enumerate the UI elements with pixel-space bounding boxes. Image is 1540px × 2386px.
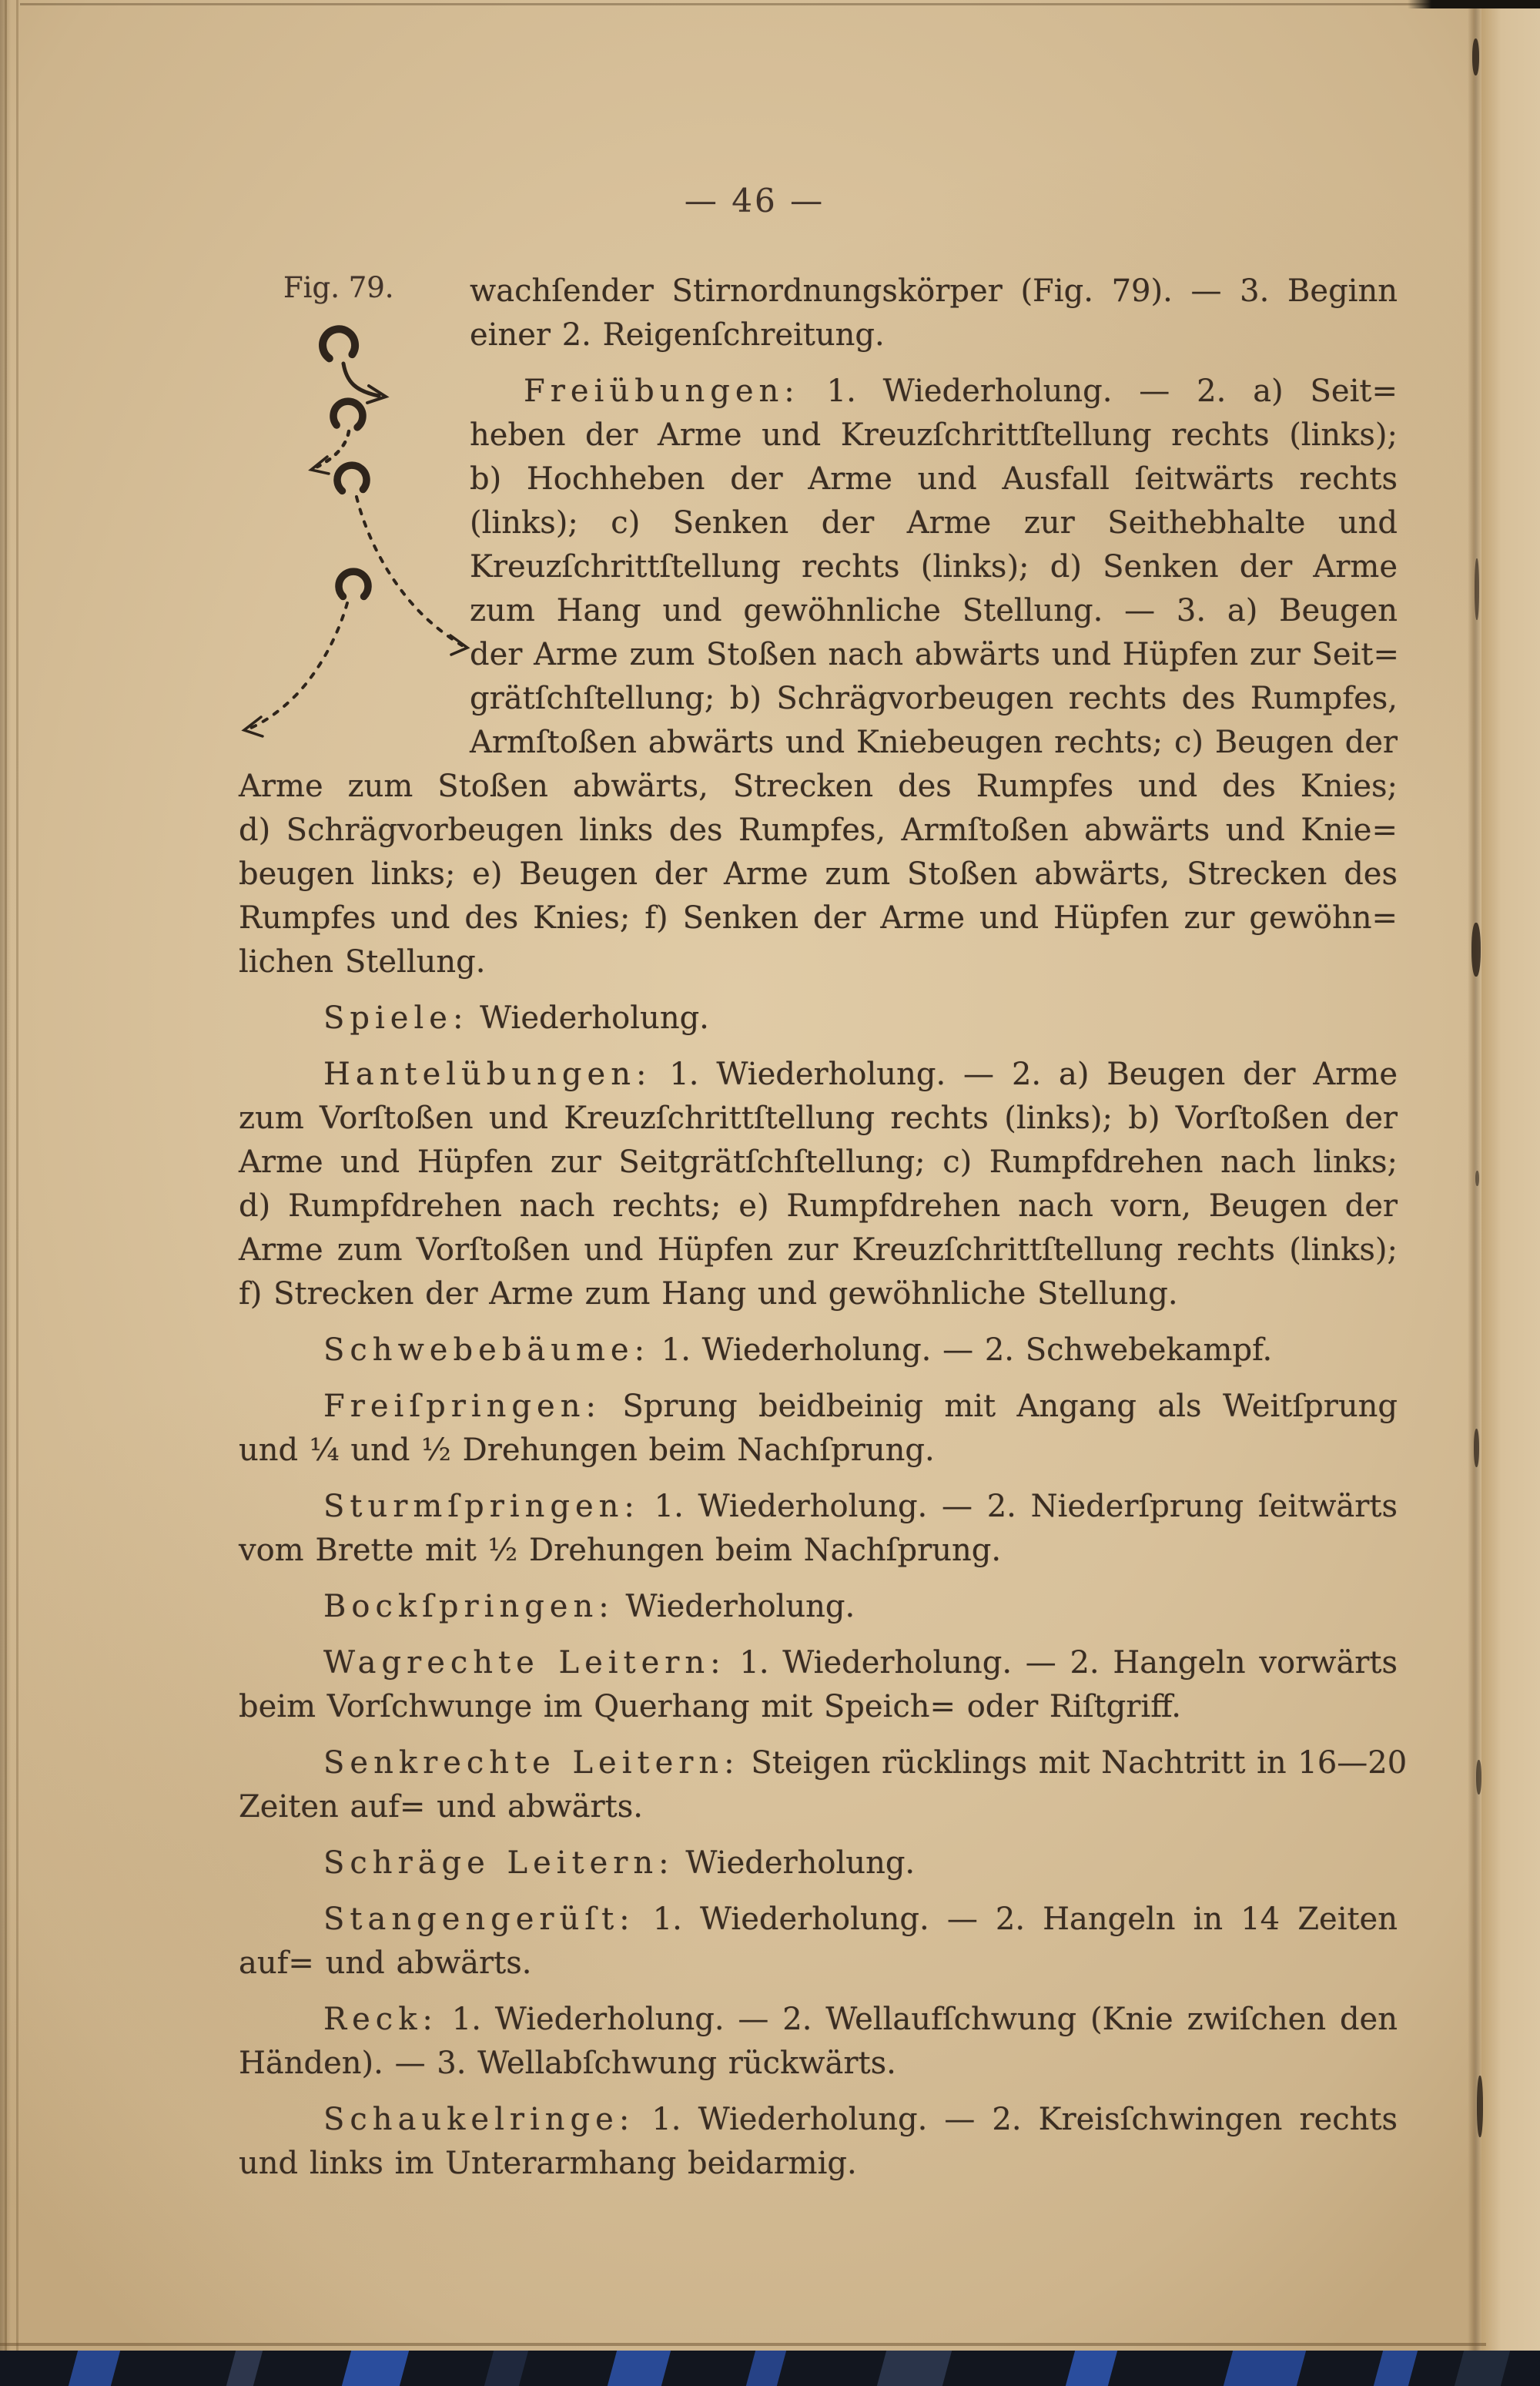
text-line: Zeiten auf= und abwärts. bbox=[239, 1789, 643, 1825]
marbling-streak bbox=[1455, 2351, 1510, 2386]
text-line: der Arme zum Stoßen nach abwärts und Hüpfen zur Seit= bbox=[470, 637, 1399, 672]
text-line: (links); c) Senken der Arme zur Seithebhalte und bbox=[470, 505, 1398, 541]
page-top-edge bbox=[20, 3, 1475, 5]
text-line: Hantelübungen: 1. Wiederholung. — 2. a) Beugen der Arme bbox=[323, 1057, 1398, 1092]
text-line: heben der Arme und Kreuzſchrittſtellung rechts (links); bbox=[470, 417, 1398, 453]
text-line: Arme zum Stoßen abwärts, Strecken des Rumpfes und des Knies; bbox=[239, 769, 1398, 804]
marbling-streak bbox=[1374, 2351, 1418, 2386]
paragraph-intro-continuation bbox=[239, 270, 1398, 357]
paragraph-stangengeruest bbox=[239, 1898, 1398, 1986]
main-text bbox=[239, 270, 1408, 2186]
marbling-streak bbox=[877, 2351, 952, 2386]
paragraph-hanteluebungen bbox=[239, 1053, 1398, 1316]
binding-mark bbox=[1475, 1171, 1479, 1186]
text-line: und ¼ und ½ Drehungen beim Nachſprung. bbox=[239, 1433, 935, 1468]
left-edge-shadow bbox=[0, 0, 11, 2386]
text-line: einer 2. Reigenſchreitung. bbox=[470, 317, 885, 353]
marbled-book-edge bbox=[0, 2351, 1540, 2386]
section-heading: Freiübungen: bbox=[524, 374, 800, 409]
text-line: Spiele: Wiederholung. bbox=[323, 1000, 709, 1036]
paragraph-freiuebungen bbox=[239, 370, 1398, 984]
text-line: beim Vorſchwunge im Querhang mit Speich= oder Riſtgriff. bbox=[239, 1689, 1181, 1724]
paragraph-freispringen bbox=[239, 1385, 1398, 1473]
section-heading: Schaukelringe: bbox=[323, 2102, 635, 2137]
text-line: d) Rumpfdrehen nach rechts; e) Rumpfdrehen nach vorn, Beugen der bbox=[239, 1188, 1398, 1224]
marbling-streak bbox=[608, 2351, 671, 2386]
section-heading: Wagrechte Leitern: bbox=[323, 1645, 726, 1681]
text-line: Arme zum Vorſtoßen und Hüpfen zur Kreuzſchrittſtellung rechts (links); bbox=[239, 1232, 1398, 1268]
text-line: Armſtoßen abwärts und Kniebeugen rechts; c) Beugen der bbox=[470, 725, 1398, 760]
text-line: d) Schrägvorbeugen links des Rumpfes, Armſtoßen abwärts und Knie= bbox=[239, 813, 1398, 848]
figure-label: Fig. 79. bbox=[283, 271, 394, 304]
marbling-streak bbox=[746, 2351, 786, 2386]
binding-mark bbox=[1475, 558, 1479, 620]
text-line: zum Vorſtoßen und Kreuzſchrittſtellung rechts (links); b) Vorſtoßen der bbox=[239, 1101, 1398, 1136]
section-heading: Bockſpringen: bbox=[323, 1589, 614, 1624]
binding-mark bbox=[1476, 1760, 1481, 1795]
section-heading: Schwebebäume: bbox=[323, 1332, 651, 1368]
text-line: b) Hochheben der Arme und Ausfall ſeitwärts rechts bbox=[470, 461, 1398, 497]
text-line: auf= und abwärts. bbox=[239, 1945, 532, 1981]
binding-crease bbox=[1468, 0, 1481, 2386]
marbling-streak bbox=[1224, 2351, 1306, 2386]
text-line: lichen Stellung. bbox=[239, 944, 486, 980]
text-line: Reck: 1. Wiederholung. — 2. Wellaufſchwung (Knie zwiſchen den bbox=[323, 2002, 1398, 2037]
section-heading: Senkrechte Leitern: bbox=[323, 1745, 740, 1781]
text-line: Rumpfes und des Knies; f) Senken der Arme und Hüpfen zur gewöhn= bbox=[239, 900, 1398, 936]
text-line: Bockſpringen: Wiederholung. bbox=[323, 1589, 855, 1624]
section-heading: Hantelübungen: bbox=[323, 1057, 652, 1092]
section-heading: Spiele: bbox=[323, 1000, 469, 1036]
marbling-streak bbox=[226, 2351, 263, 2386]
left-page-edge-line bbox=[5, 0, 7, 2386]
text-line: Schräge Leitern: Wiederholung. bbox=[323, 1845, 916, 1881]
paragraph-sturmspringen bbox=[239, 1485, 1398, 1573]
binding-mark bbox=[1477, 2076, 1483, 2137]
text-line: Händen). — 3. Wellabſchwung rückwärts. bbox=[239, 2046, 896, 2081]
paragraph-senkrechte-leitern bbox=[239, 1741, 1408, 1829]
text-line: und links im Unterarmhang beidarmig. bbox=[239, 2146, 857, 2181]
text-line: beugen links; e) Beugen der Arme zum Stoßen abwärts, Strecken des bbox=[239, 856, 1398, 892]
paragraph-schraege-leitern bbox=[239, 1841, 1398, 1885]
text-line: Freiübungen: 1. Wiederholung. — 2. a) Seit= bbox=[524, 374, 1398, 409]
text-line: Kreuzſchrittſtellung rechts (links); d) Senken der Arme bbox=[470, 549, 1398, 585]
section-heading: Sturmſpringen: bbox=[323, 1489, 640, 1524]
paragraph-schaukelringe bbox=[239, 2098, 1398, 2186]
text-line: Arme und Hüpfen zur Seitgrätſchſtellung; c) Rumpfdrehen nach links; bbox=[239, 1144, 1398, 1180]
text-line: f) Strecken der Arme zum Hang und gewöhnliche Stellung. bbox=[239, 1276, 1178, 1312]
left-page-edge-line bbox=[16, 0, 18, 2386]
paragraph-schwebebaeume bbox=[239, 1329, 1398, 1372]
adjacent-page-sliver bbox=[1481, 0, 1540, 2386]
text-line: Senkrechte Leitern: Steigen rücklings mit Nachtritt in 16—20 bbox=[323, 1745, 1408, 1781]
text-line: wachſender Stirnordnungskörper (Fig. 79). — 3. Beginn bbox=[470, 273, 1398, 309]
text-line: Schwebebäume: 1. Wiederholung. — 2. Schwebekampf. bbox=[323, 1332, 1273, 1368]
page-bottom-edge bbox=[0, 2343, 1486, 2346]
text-line: Sturmſpringen: 1. Wiederholung. — 2. Niederſprung ſeitwärts bbox=[323, 1489, 1398, 1524]
section-heading: Schräge Leitern: bbox=[323, 1845, 675, 1881]
paragraph-bockspringen bbox=[239, 1585, 1398, 1629]
binding-mark bbox=[1474, 1429, 1479, 1467]
section-heading: Freiſpringen: bbox=[323, 1389, 601, 1424]
top-dark-edge bbox=[1408, 0, 1540, 8]
text-line: vom Brette mit ½ Drehungen beim Nachſprung. bbox=[239, 1533, 1002, 1568]
text-line: Freiſpringen: Sprung beidbeinig mit Angang als Weitſprung bbox=[323, 1389, 1398, 1424]
marbling-streak bbox=[342, 2351, 409, 2386]
marbling-streak bbox=[69, 2351, 120, 2386]
marbling-streak bbox=[484, 2351, 528, 2386]
paragraph-spiele bbox=[239, 997, 1398, 1041]
marbling-streak bbox=[1066, 2351, 1117, 2386]
text-line: Wagrechte Leitern: 1. Wiederholung. — 2. Hangeln vorwärts bbox=[323, 1645, 1398, 1681]
page-number: — 46 — bbox=[684, 182, 825, 219]
binding-mark bbox=[1472, 39, 1479, 75]
section-heading: Stangengerüſt: bbox=[323, 1902, 635, 1937]
paragraph-reck bbox=[239, 1998, 1398, 2086]
text-line: grätſchſtellung; b) Schrägvorbeugen rechts des Rumpfes, bbox=[470, 681, 1398, 716]
binding-mark bbox=[1471, 923, 1481, 977]
paragraph-wagrechte-leitern bbox=[239, 1641, 1398, 1729]
text-line: Stangengerüſt: 1. Wiederholung. — 2. Hangeln in 14 Zeiten bbox=[323, 1902, 1398, 1937]
section-heading: Reck: bbox=[323, 2002, 438, 2037]
text-line: zum Hang und gewöhnliche Stellung. — 3. a) Beugen bbox=[470, 593, 1398, 628]
text-line: Schaukelringe: 1. Wiederholung. — 2. Kreisſchwingen rechts bbox=[323, 2102, 1398, 2137]
